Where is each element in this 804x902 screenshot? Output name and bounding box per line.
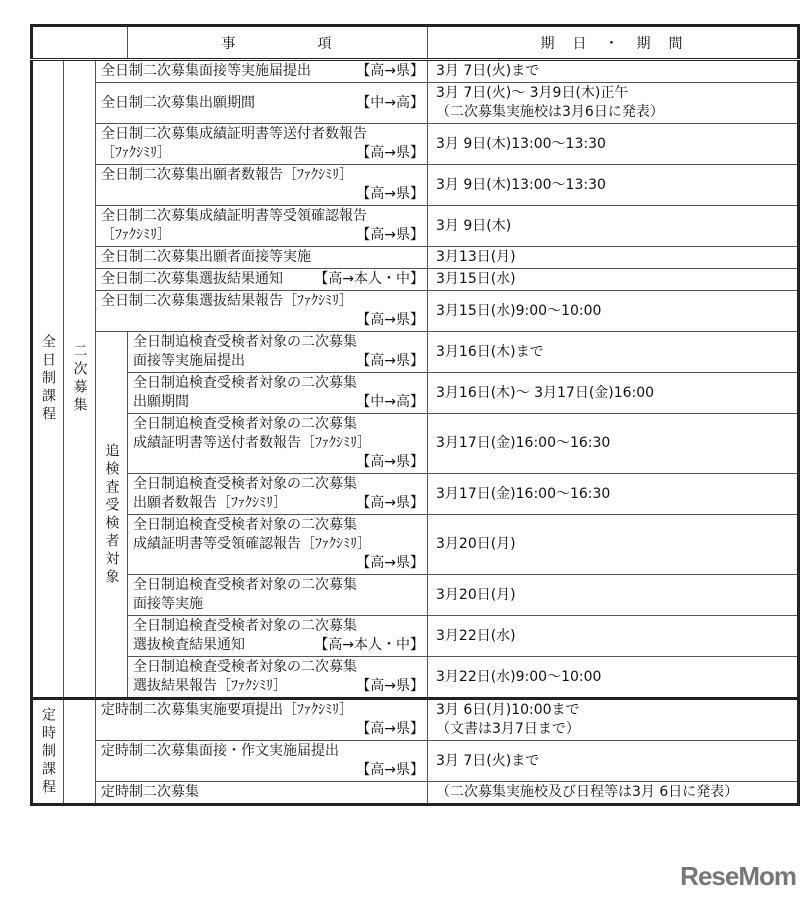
item-cell — [96, 165, 428, 206]
direction-tag: 【高→県】 — [356, 454, 424, 470]
date-cell — [428, 782, 799, 805]
item-cell — [96, 269, 428, 291]
item-cell — [128, 515, 428, 575]
item-cell — [128, 414, 428, 474]
item-text: 全日制追検査受検者対象の二次募集 — [133, 517, 357, 533]
date-cell — [428, 474, 799, 515]
group-niji-teiji-cell — [64, 699, 96, 805]
group-tsuikensa-cell — [96, 332, 128, 699]
item-text: ［ﾌｧｸｼﾐﾘ］ — [101, 227, 171, 243]
item-cell — [96, 741, 428, 782]
item-text: 全日制追検査受検者対象の二次募集 — [133, 659, 357, 675]
date-cell — [428, 741, 799, 782]
item-line — [133, 494, 424, 513]
item-cell — [96, 291, 428, 332]
date-cell — [428, 269, 799, 291]
table-row — [32, 165, 799, 206]
item-text: 全日制二次募集選抜結果報告［ﾌｧｸｼﾐﾘ］ — [101, 293, 353, 309]
direction-tag: 【高→県】 — [356, 678, 424, 694]
date-line: 3月16日(木)まで — [436, 343, 544, 360]
item-text: 選抜検査結果通知 — [133, 637, 245, 653]
group-zennichi-label: 全日制課程 — [40, 334, 56, 424]
item-text: 定時制二次募集面接・作文実施届提出 — [101, 743, 339, 759]
item-cell — [128, 616, 428, 657]
table-row — [32, 515, 799, 575]
item-line — [133, 617, 424, 636]
item-text: 全日制追検査受検者対象の二次募集 — [133, 577, 357, 593]
item-cell — [128, 575, 428, 616]
item-line — [133, 636, 424, 655]
item-line — [101, 207, 424, 226]
item-text: 全日制二次募集出願期間 — [101, 94, 255, 111]
item-cell — [96, 247, 428, 269]
direction-tag: 【高→県】 — [356, 63, 424, 79]
item-cell — [128, 657, 428, 699]
direction-tag: 【中→高】 — [356, 94, 424, 111]
group-niji-cell — [64, 60, 96, 699]
table-row — [32, 206, 799, 247]
schedule-table — [30, 24, 800, 806]
date-cell — [428, 575, 799, 616]
table-row — [32, 332, 799, 373]
item-text: 全日制追検査受検者対象の二次募集 — [133, 334, 357, 350]
item-line — [101, 783, 424, 802]
date-cell — [428, 291, 799, 332]
item-text: 全日制二次募集成績証明書等受領確認報告 — [101, 208, 367, 224]
item-line — [133, 393, 424, 412]
date-cell — [428, 699, 799, 741]
item-line — [133, 535, 424, 554]
item-text: 選抜結果報告［ﾌｧｸｼﾐﾘ］ — [133, 678, 287, 694]
table-row — [32, 373, 799, 414]
item-line — [101, 144, 424, 163]
date-line: 3月20日(月) — [436, 536, 516, 552]
group-tsuikensa-label: 追検査受検者対象 — [103, 442, 120, 587]
item-line — [133, 677, 424, 696]
header-blank — [32, 26, 128, 60]
item-line — [133, 475, 424, 494]
direction-tag: 【高→県】 — [356, 762, 424, 778]
item-line — [133, 352, 424, 371]
item-text: 定時制二次募集実施要項提出［ﾌｧｸｼﾐﾘ］ — [101, 702, 353, 718]
item-cell — [96, 124, 428, 165]
table-row — [32, 699, 799, 741]
item-line — [133, 333, 424, 352]
header-row — [32, 26, 799, 60]
item-line — [101, 292, 424, 311]
item-line — [101, 761, 424, 780]
date-line: （文書は3月7日まで） — [436, 721, 580, 737]
item-line — [101, 742, 424, 761]
item-text: 全日制追検査受検者対象の二次募集 — [133, 416, 357, 432]
item-line — [101, 248, 424, 267]
date-line: 3月 6日(月)10:00まで — [436, 702, 580, 718]
item-cell — [128, 373, 428, 414]
item-line — [101, 226, 424, 245]
date-cell — [428, 373, 799, 414]
item-line — [133, 658, 424, 677]
date-cell — [428, 515, 799, 575]
date-line: 3月20日(月) — [436, 586, 516, 603]
date-cell — [428, 247, 799, 269]
item-line — [101, 94, 424, 113]
item-line — [133, 554, 424, 573]
item-line — [101, 125, 424, 144]
date-line: 3月 7日(火)まで — [436, 63, 540, 79]
table-row — [32, 291, 799, 332]
date-line: 3月17日(金)16:00～16:30 — [436, 435, 611, 451]
item-line — [101, 311, 424, 330]
item-text: 成績証明書等受領確認報告［ﾌｧｸｼﾐﾘ］ — [133, 536, 371, 552]
item-line — [133, 415, 424, 434]
item-cell — [96, 699, 428, 741]
item-line — [133, 516, 424, 535]
date-cell — [428, 83, 799, 124]
date-cell — [428, 165, 799, 206]
item-cell — [96, 206, 428, 247]
table-row — [32, 414, 799, 474]
group-zennichi-cell — [32, 60, 64, 699]
item-line — [133, 576, 424, 595]
direction-tag: 【中→高】 — [356, 394, 424, 410]
table-row — [32, 247, 799, 269]
item-text: 全日制追検査受検者対象の二次募集 — [133, 618, 357, 634]
table-row — [32, 269, 799, 291]
table-row — [32, 60, 799, 83]
table-row — [32, 616, 799, 657]
date-line: 3月22日(水)9:00～10:00 — [436, 668, 602, 685]
item-line — [133, 595, 424, 614]
group-niji-label: 二次募集 — [71, 343, 88, 415]
item-text: 全日制追検査受検者対象の二次募集 — [133, 476, 357, 492]
date-line: 3月17日(金)16:00～16:30 — [436, 485, 611, 502]
resemom-logo: ReseMom — [680, 861, 796, 891]
date-cell — [428, 206, 799, 247]
date-line: 3月 7日(火)～ 3月9日(木)正午 — [436, 85, 629, 101]
date-cell — [428, 124, 799, 165]
item-line — [101, 166, 424, 185]
item-line — [133, 453, 424, 472]
item-text: ［ﾌｧｸｼﾐﾘ］ — [101, 145, 171, 161]
date-line: （二次募集実施校及び日程等は3月 6日に発表） — [436, 784, 739, 800]
header-date: 期 日 ・ 期 間 — [428, 26, 799, 60]
date-cell — [428, 332, 799, 373]
item-cell — [96, 782, 428, 805]
table-row — [32, 575, 799, 616]
direction-tag: 【高→県】 — [356, 495, 424, 511]
date-line: 3月16日(木)～ 3月17日(金)16:00 — [436, 384, 655, 401]
group-teiji-cell — [32, 699, 64, 805]
table-row — [32, 657, 799, 699]
direction-tag: 【高→県】 — [356, 721, 424, 737]
direction-tag: 【高→県】 — [356, 312, 424, 328]
table-row — [32, 741, 799, 782]
item-line — [133, 374, 424, 393]
item-text: 全日制二次募集出願者数報告［ﾌｧｸｼﾐﾘ］ — [101, 167, 353, 183]
item-line — [101, 62, 424, 81]
date-line: 3月 9日(木) — [436, 217, 512, 234]
date-cell — [428, 414, 799, 474]
table-row — [32, 83, 799, 124]
item-line — [133, 434, 424, 453]
date-line: 3月22日(水) — [436, 627, 516, 644]
item-line — [101, 270, 424, 289]
item-cell — [96, 83, 428, 124]
table-row — [32, 782, 799, 805]
item-text: 面接等実施 — [133, 596, 203, 612]
item-text: 成績証明書等送付者数報告［ﾌｧｸｼﾐﾘ］ — [133, 435, 371, 451]
item-text: 全日制二次募集選抜結果通知 — [101, 271, 283, 287]
direction-tag: 【高→県】 — [356, 353, 424, 369]
table-row — [32, 474, 799, 515]
item-text: 全日制二次募集出願者面接等実施 — [101, 249, 311, 265]
direction-tag: 【高→本人・中】 — [314, 271, 424, 287]
date-line: 3月15日(水) — [436, 271, 516, 287]
item-line — [101, 185, 424, 204]
direction-tag: 【高→県】 — [356, 145, 424, 161]
item-text: 出願期間 — [133, 394, 189, 410]
item-text: 全日制追検査受検者対象の二次募集 — [133, 375, 357, 391]
item-text: 全日制二次募集面接等実施届提出 — [101, 63, 311, 79]
date-cell — [428, 60, 799, 83]
item-line — [101, 701, 424, 720]
direction-tag: 【高→県】 — [356, 555, 424, 571]
direction-tag: 【高→本人・中】 — [314, 637, 424, 653]
date-cell — [428, 616, 799, 657]
item-text: 出願者数報告［ﾌｧｸｼﾐﾘ］ — [133, 495, 287, 511]
direction-tag: 【高→県】 — [356, 186, 424, 202]
date-line: 3月 7日(火)まで — [436, 752, 540, 769]
date-line: 3月 9日(木)13:00～13:30 — [436, 135, 606, 152]
date-line: 3月 9日(木)13:00～13:30 — [436, 176, 606, 193]
header-item: 事 項 — [128, 26, 428, 60]
date-line: 3月13日(月) — [436, 249, 516, 265]
date-line: 3月15日(水)9:00～10:00 — [436, 302, 602, 319]
item-line — [101, 720, 424, 739]
date-cell — [428, 657, 799, 699]
item-cell — [128, 474, 428, 515]
direction-tag: 【高→県】 — [356, 227, 424, 243]
item-text: 全日制二次募集成績証明書等送付者数報告 — [101, 126, 367, 142]
item-cell — [96, 60, 428, 83]
group-teiji-label: 定時制課程 — [40, 706, 56, 797]
date-line: （二次募集実施校は3月6日に発表） — [436, 104, 664, 120]
table-row — [32, 124, 799, 165]
item-text: 定時制二次募集 — [101, 784, 199, 800]
item-text: 面接等実施届提出 — [133, 353, 245, 369]
item-cell — [128, 332, 428, 373]
